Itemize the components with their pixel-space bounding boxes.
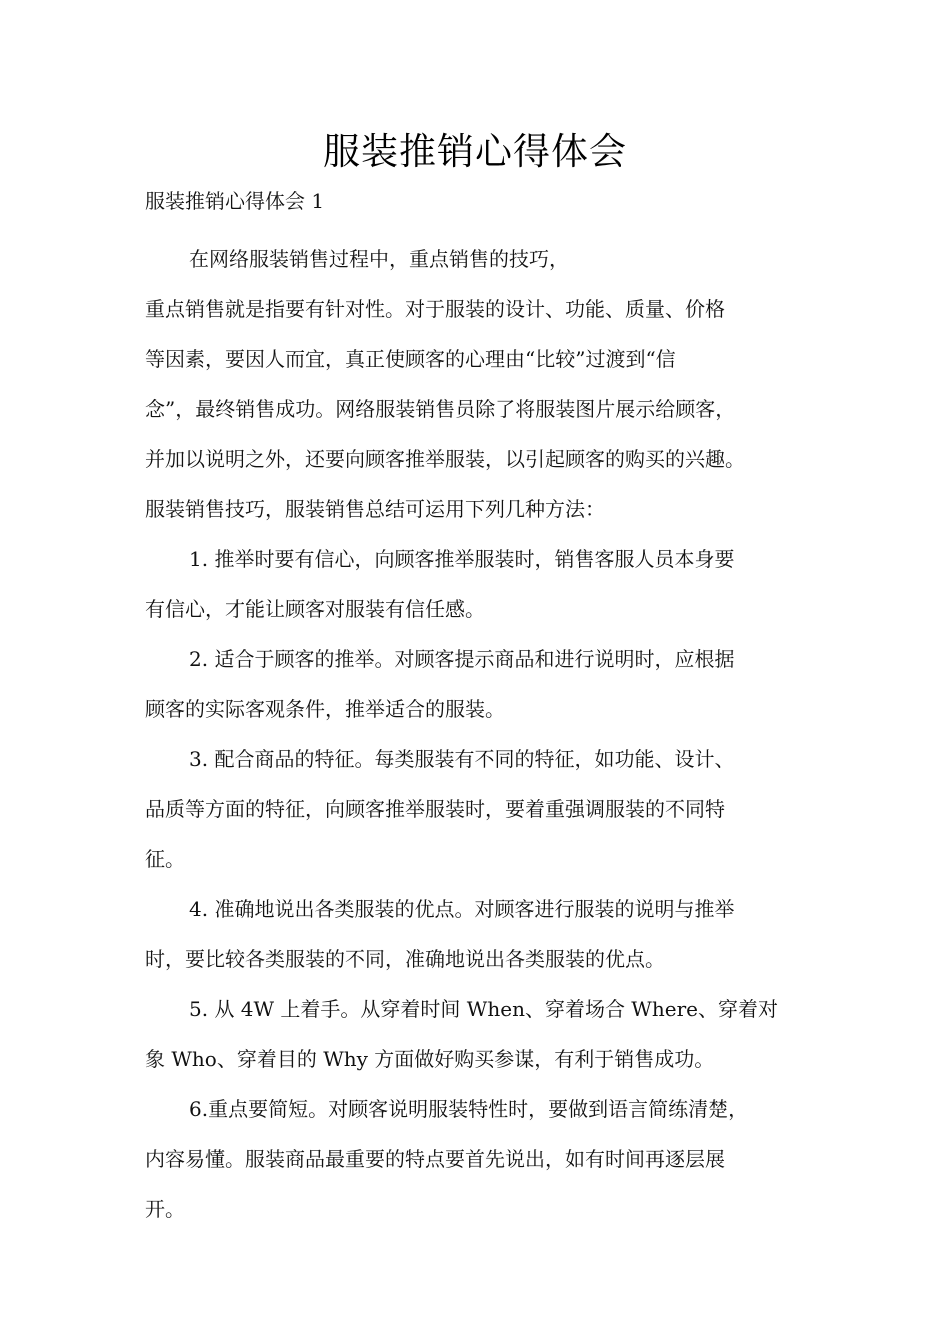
text-line: 象 Who、穿着目的 Why 方面做好购买参谋，有利于销售成功。 <box>145 1047 715 1071</box>
text-line: 有信心，才能让顾客对服装有信任感。 <box>145 597 485 621</box>
paragraph-intro <box>145 234 825 534</box>
paragraph-item-3 <box>145 734 825 884</box>
document-title: 服装推销心得体会 <box>323 130 627 173</box>
text-line: 征。 <box>145 847 185 871</box>
paragraph-item-5 <box>145 984 825 1084</box>
text-line: 品质等方面的特征，向顾客推举服装时，要着重强调服装的不同特 <box>145 797 725 821</box>
paragraph-item-2 <box>145 634 825 734</box>
paragraph-item-4 <box>145 884 825 984</box>
document-body <box>145 234 825 1234</box>
text-line: 并加以说明之外，还要向顾客推举服装，以引起顾客的购买的兴趣。 <box>145 447 745 471</box>
text-line: 服装销售技巧，服装销售总结可运用下列几种方法： <box>145 497 605 521</box>
text-line: 重点销售就是指要有针对性。对于服装的设计、功能、质量、价格 <box>145 297 725 321</box>
text-line: 内容易懂。服装商品最重要的特点要首先说出，如有时间再逐层展 <box>145 1147 725 1171</box>
text-line: 时，要比较各类服装的不同，准确地说出各类服装的优点。 <box>145 947 665 971</box>
text-line: 5. 从 4W 上着手。从穿着时间 When、穿着场合 Where、穿着对 <box>189 997 778 1021</box>
text-line: 1. 推举时要有信心，向顾客推举服装时，销售客服人员本身要 <box>189 547 735 571</box>
document-subtitle: 服装推销心得体会 1 <box>145 189 325 213</box>
text-line: 在网络服装销售过程中，重点销售的技巧， <box>189 247 569 271</box>
paragraph-item-1 <box>145 534 825 634</box>
text-line: 6.重点要简短。对顾客说明服装特性时，要做到语言简练清楚， <box>189 1097 749 1121</box>
text-line: 顾客的实际客观条件，推举适合的服装。 <box>145 697 505 721</box>
text-line: 4. 准确地说出各类服装的优点。对顾客进行服装的说明与推举 <box>189 897 735 921</box>
text-line: 开。 <box>145 1197 185 1221</box>
text-line: 念”，最终销售成功。网络服装销售员除了将服装图片展示给顾客， <box>145 397 736 421</box>
paragraph-item-6 <box>145 1084 825 1234</box>
text-line: 2. 适合于顾客的推举。对顾客提示商品和进行说明时，应根据 <box>189 647 735 671</box>
text-line: 3. 配合商品的特征。每类服装有不同的特征，如功能、设计、 <box>189 747 735 771</box>
text-line: 等因素，要因人而宜，真正使顾客的心理由“比较”过渡到“信 <box>145 347 676 371</box>
